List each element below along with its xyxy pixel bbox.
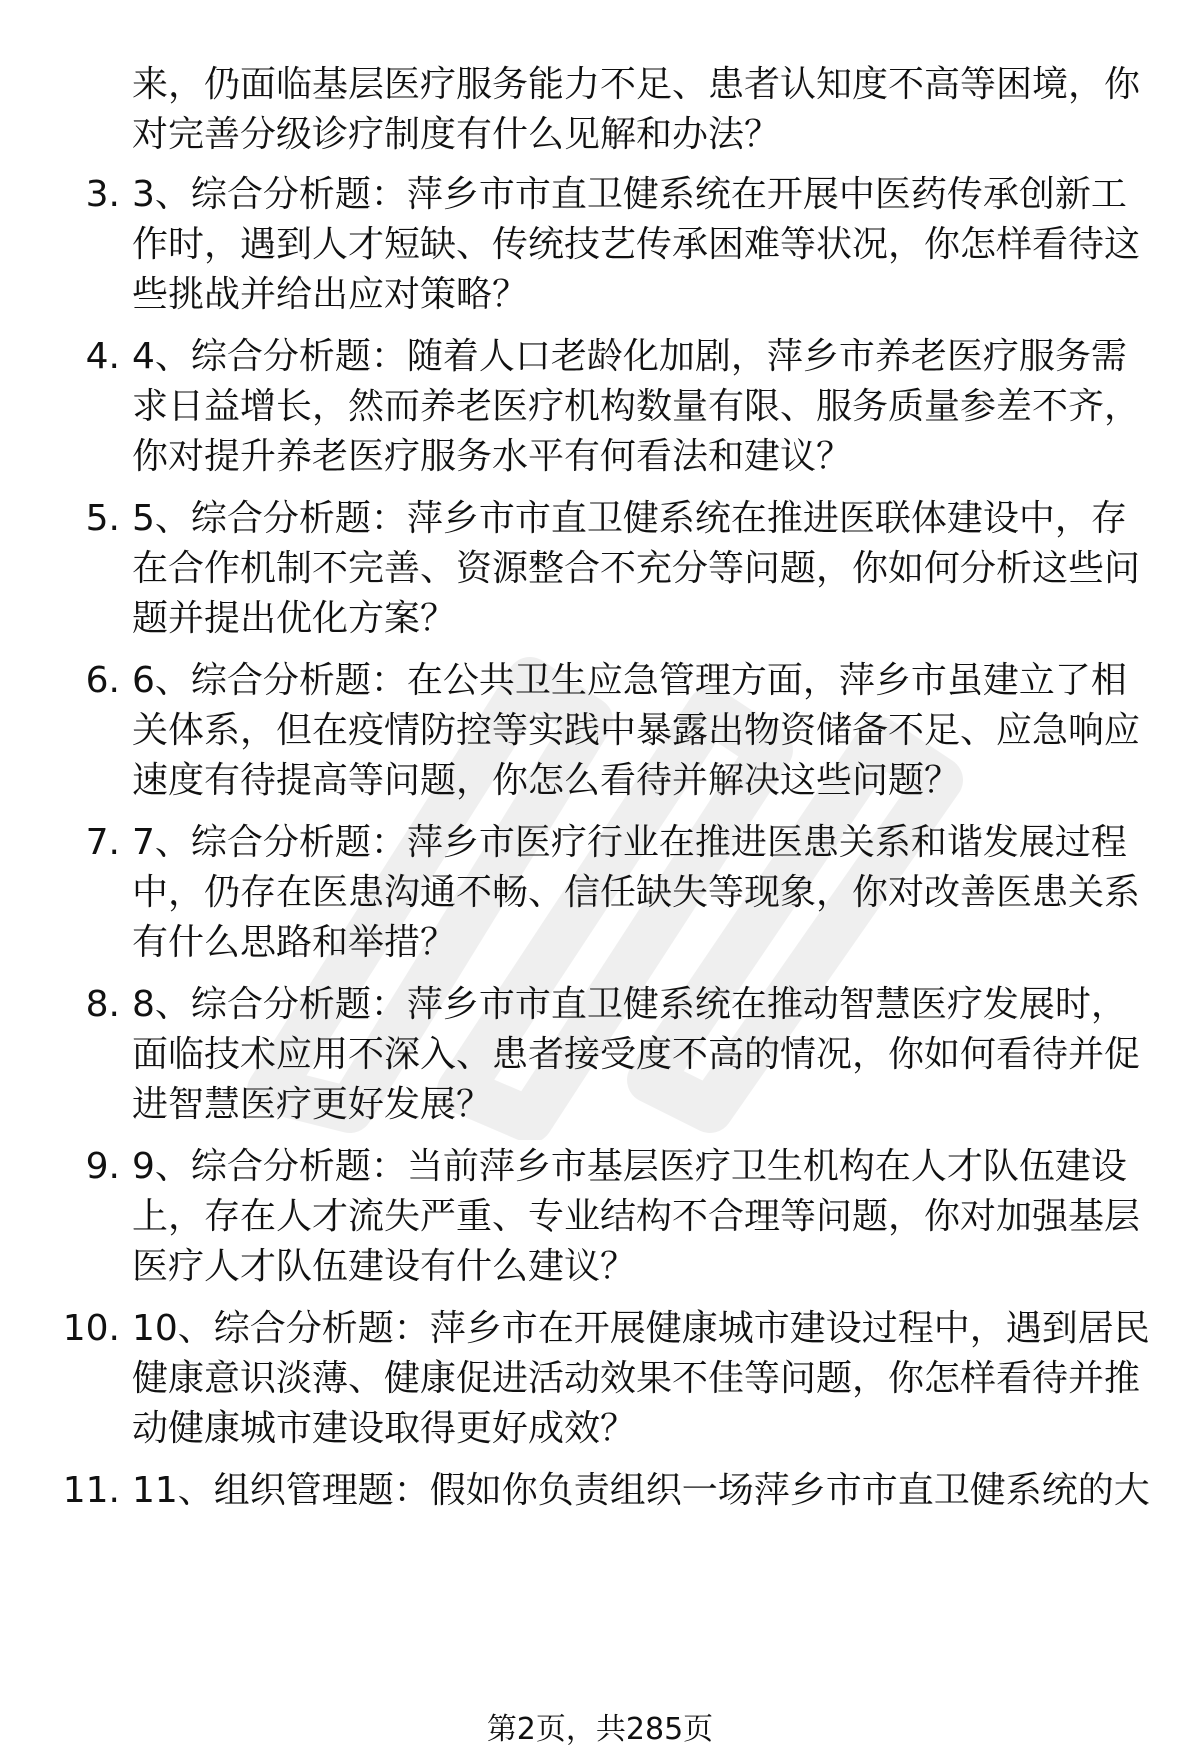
list-item-text: 8、综合分析题：萍乡市市直卫健系统在推动智慧医疗发展时，面临技术应用不深入、患者接受度不高的情况，你如何看待并促进智慧医疗更好发展？ (132, 984, 1141, 1125)
list-item-number: 4. (85, 336, 120, 377)
list-item-text: 10、综合分析题：萍乡市在开展健康城市建设过程中，遇到居民健康意识淡薄、健康促进活动效果不佳等问题，你怎样看待并推动健康城市建设取得更好成效？ (132, 1308, 1150, 1449)
list-item-number: 6. (85, 660, 120, 701)
list-item-text: 3、综合分析题：萍乡市市直卫健系统在开展中医药传承创新工作时，遇到人才短缺、传统技艺传承困难等状况，你怎样看待这些挑战并给出应对策略？ (132, 174, 1141, 315)
list-item-text: 11、组织管理题：假如你负责组织一场萍乡市市直卫健系统的大 (132, 1470, 1150, 1511)
list-item-number: 5. (85, 498, 120, 539)
list-item-number: 8. (85, 984, 120, 1025)
list-item-number: 7. (85, 822, 120, 863)
list-item-text: 6、综合分析题：在公共卫生应急管理方面，萍乡市虽建立了相关体系，但在疫情防控等实践中暴露出物资储备不足、应急响应速度有待提高等问题，你怎么看待并解决这些问题？ (132, 660, 1141, 801)
list-item-number: 11. (62, 1470, 120, 1511)
continuation-paragraph: 来，仍面临基层医疗服务能力不足、患者认知度不高等困境，你对完善分级诊疗制度有什么见解和办法？ (132, 64, 1141, 155)
list-item-number: 9. (85, 1146, 120, 1187)
list-item-number: 3. (85, 174, 120, 215)
list-item-text: 7、综合分析题：萍乡市医疗行业在推进医患关系和谐发展过程中，仍存在医患沟通不畅、信任缺失等现象，你对改善医患关系有什么思路和举措？ (132, 822, 1141, 963)
list-item-text: 4、综合分析题：随着人口老龄化加剧，萍乡市养老医疗服务需求日益增长，然而养老医疗机构数量有限、服务质量参差不齐，你对提升养老医疗服务水平有何看法和建议？ (132, 336, 1141, 477)
list-item-text: 5、综合分析题：萍乡市市直卫健系统在推进医联体建设中，存在合作机制不完善、资源整合不充分等问题，你如何分析这些问题并提出优化方案？ (132, 498, 1141, 639)
list-item-text: 9、综合分析题：当前萍乡市基层医疗卫生机构在人才队伍建设上，存在人才流失严重、专业结构不合理等问题，你对加强基层医疗人才队伍建设有什么建议？ (132, 1146, 1141, 1287)
page-footer: 第2页，共285页 (486, 1712, 714, 1747)
list-item-number: 10. (62, 1308, 120, 1349)
